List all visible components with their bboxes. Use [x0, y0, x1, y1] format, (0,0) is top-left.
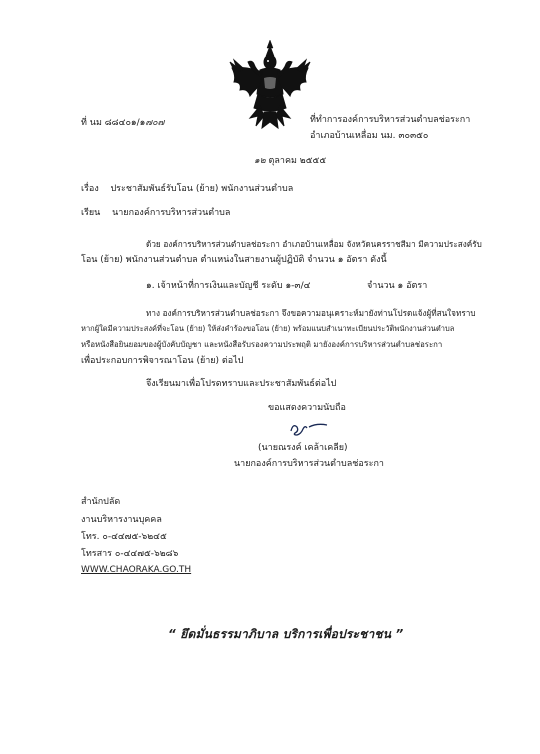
signer-position: นายกองค์การบริหารส่วนตำบลช่อระกา — [234, 459, 384, 469]
subject-line — [81, 183, 293, 195]
position-count: จำนวน ๑ อัตรา — [367, 281, 428, 291]
letter-date — [254, 155, 326, 167]
office-address-line2: อำเภอบ้านเหลื่อม นม. ๓๐๓๕๐ — [310, 131, 429, 141]
reference-handwritten: ๗๐๗ — [145, 118, 165, 128]
body-paragraph1-line1: ด้วย องค์การบริหารส่วนตำบลช่อระกา อำเภอบ้านเหลื่อม จังหวัดนครราชสีมา มีความประสงค์รับ — [146, 239, 482, 249]
body-paragraph2-line2: หากผู้ใดมีความประสงค์ที่จะโอน (ย้าย) ให้ส่งคำร้องขอโอน (ย้าย) พร้อมแนบสำเนาทะเบียนประวัติพนักงานส่วนตำบล — [81, 324, 455, 333]
signature-icon — [287, 419, 331, 439]
office-address-line1: ที่ทำการองค์การบริหารส่วนตำบลช่อระกา — [310, 115, 471, 125]
date-day-handwritten: ๑๒ — [254, 156, 266, 166]
footer-motto: “ ยึดมั่นธรรมาภิบาล บริการเพื่อประชาชน ” — [168, 627, 404, 641]
subject-text: ประชาสัมพันธ์รับโอน (ย้าย) พนักงานส่วนตำบล — [110, 184, 294, 194]
closing-regards: ขอแสดงความนับถือ — [268, 403, 346, 413]
body-paragraph2-line3: หรือหนังสือยินยอมของผู้บังคับบัญชา และหนังสือรับรองความประพฤติ มายังองค์การบริหารส่วนตำบลช่อระกา — [81, 340, 443, 349]
subject-label: เรื่อง — [81, 184, 99, 194]
recipient-line — [81, 207, 230, 219]
recipient-text: นายกองค์การบริหารส่วนตำบล — [112, 208, 231, 218]
garuda-emblem-icon — [228, 38, 312, 130]
date-month-year: ตุลาคม ๒๕๕๕ — [268, 156, 327, 166]
body-paragraph2-line1: ทาง องค์การบริหารส่วนตำบลช่อระกา จึงขอความอนุเคราะห์มายังท่านโปรดแจ้งผู้ที่สนใจทราบ — [146, 308, 476, 318]
recipient-label: เรียน — [81, 208, 101, 218]
footer-office: สำนักปลัด — [81, 497, 121, 507]
body-paragraph3: จึงเรียนมาเพื่อโปรดทราบและประชาสัมพันธ์ต่อไป — [146, 379, 337, 389]
footer-department: งานบริหารงานบุคคล — [81, 515, 162, 525]
signer-name: (นายณรงค์ เคล้าเคลีย) — [258, 443, 348, 453]
footer-fax: โทรสาร ๐-๔๔๗๕-๖๒๘๖ — [81, 549, 179, 559]
footer-website-link[interactable]: WWW.CHAORAKA.GO.TH — [81, 565, 192, 575]
body-paragraph1-line2: โอน (ย้าย) พนักงานส่วนตำบล ตำแหน่งในสายงานผู้ปฏิบัติ จำนวน ๑ อัตรา ดังนี้ — [81, 255, 387, 265]
footer-phone: โทร. ๐-๔๔๗๕-๖๒๔๕ — [81, 532, 167, 542]
body-paragraph2-line4: เพื่อประกอบการพิจารณาโอน (ย้าย) ต่อไป — [81, 356, 244, 366]
reference-number: ที่ นม ๘๘๔๐๑/๑๗๐๗ — [81, 118, 165, 128]
position-item: ๑. เจ้าหน้าที่การเงินและบัญชี ระดับ ๑-๓/๔ — [146, 281, 311, 291]
